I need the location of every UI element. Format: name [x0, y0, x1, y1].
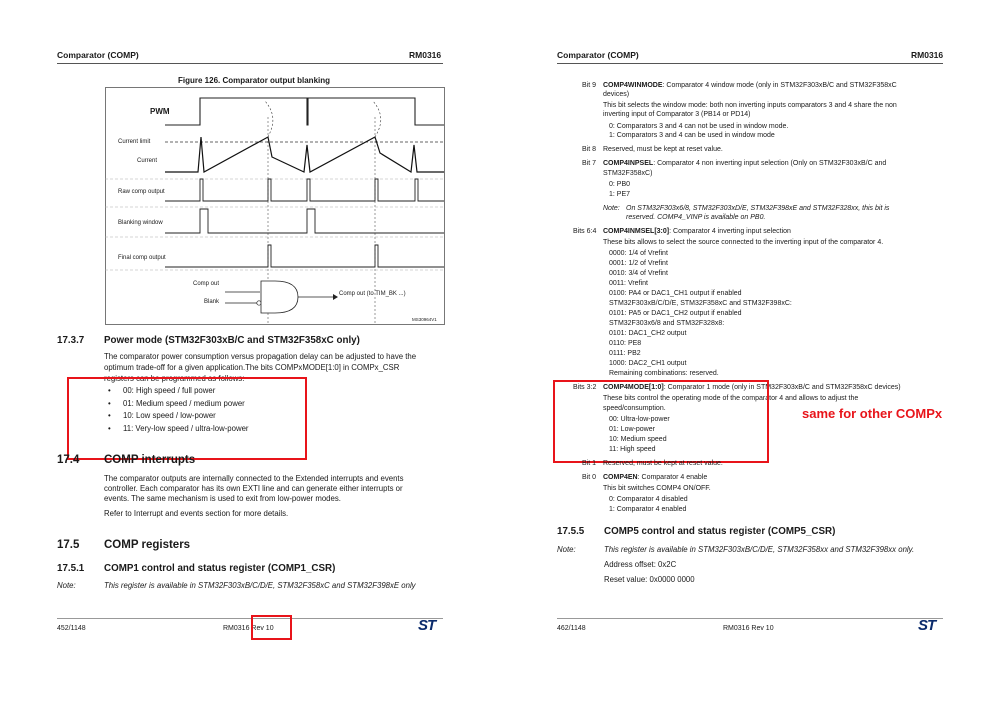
- reset-value: Reset value: 0x0000 0000: [604, 575, 695, 584]
- bit7-desc: : Comparator 4 non inverting input selection (Only on STM32F303xB/C and: [653, 160, 887, 167]
- bit0-option-0: 0: Comparator 4 disabled: [609, 496, 688, 503]
- section-175-title: COMP registers: [104, 539, 191, 551]
- bits64-option: 0101: PA5 or DAC1_CH2 output if enabled: [609, 310, 742, 317]
- left-header-docid: RM0316: [409, 50, 442, 60]
- bit0-label: Bit 0: [582, 474, 597, 481]
- bits64-name: COMP4INMSEL[3:0]: [603, 228, 670, 235]
- bits64-line-2: These bits allows to select the source connected to the inverting input of the comparator 4.: [603, 239, 884, 246]
- note-text: This register is available in STM32F303xB/C/D/E, STM32F358xx and STM32F398xx only.: [604, 545, 915, 554]
- bit8-text: Reserved, must be kept at reset value.: [603, 146, 723, 153]
- bit7-note-label: Note:: [603, 205, 620, 212]
- section-1737-text-1: The comparator power consumption versus propagation delay can be adjusted to have the: [104, 352, 417, 361]
- bullet-item: 00: High speed / full power: [123, 386, 216, 395]
- diagram-code: MS30964V1: [412, 317, 437, 322]
- right-footer-page: 462/1148: [557, 625, 586, 632]
- st-logo: ST: [418, 617, 436, 634]
- section-1755-title: COMP5 control and status register (COMP5_CSR): [604, 526, 836, 537]
- bit9-line-2: devices): [603, 91, 630, 98]
- section-1737-text-3: registers can be programmed as follows:: [104, 374, 245, 383]
- bit7-label: Bit 7: [582, 160, 597, 167]
- diagram-raw-label: Raw comp output: [118, 189, 165, 195]
- bits32-line-3: speed/consumption.: [603, 405, 666, 412]
- bit9-line-3: This bit selects the window mode: both non inverting inputs comparators 3 and 4 share the non: [603, 102, 897, 109]
- section-1737-text-2: optimum trade-off for a given application.The bits COMPxMODE[1:0] in COMPx_CSR: [104, 363, 400, 372]
- highlight-box-rev: [251, 615, 292, 640]
- bullet-mark: •: [108, 411, 111, 420]
- bits64-label: Bits 6:4: [573, 228, 597, 235]
- bit7-note-line-1: On STM32F303x6/8, STM32F303xD/E, STM32F398xE and STM32F328xx, this bit is: [626, 205, 890, 212]
- right-page: [500, 0, 999, 707]
- left-footer-rev: RM0316 Rev 10: [223, 625, 274, 632]
- right-footer-rev: RM0316 Rev 10: [723, 625, 774, 632]
- bit7-note-line-2: reserved. COMP4_VINP is available on PB0.: [626, 214, 766, 221]
- left-footer-rule: [57, 618, 443, 619]
- right-header-docid: RM0316: [911, 50, 944, 60]
- section-174-text-3: events. The same mechanism is used to exit from low-power modes.: [104, 494, 341, 503]
- bits64-option: STM32F303x6/8 and STM32F328x8:: [609, 320, 725, 327]
- left-page: [0, 0, 499, 707]
- blanking-diagram: [105, 87, 445, 325]
- highlight-box-comp4mode: [553, 380, 769, 463]
- bits64-option: STM32F303xB/C/D/E, STM32F358xC and STM32F398xC:: [609, 300, 792, 307]
- diagram-comp-out-label: Comp out: [193, 281, 220, 287]
- bit0-desc: : Comparator 4 enable: [637, 474, 708, 481]
- bit8-label: Bit 8: [582, 146, 597, 153]
- bits32-option: 11: High speed: [609, 446, 656, 453]
- bits32-desc: : Comparator 1 mode (only in STM32F303xB/C and STM32F358xC devices): [663, 384, 901, 391]
- bit9-name: COMP4WINMODE: [603, 82, 663, 89]
- bullet-item: 01: Medium speed / medium power: [123, 399, 245, 408]
- bit9-desc: : Comparator 4 window mode (only in STM32F303xB/C and STM32F358xC: [662, 82, 897, 89]
- section-174-text-2: controller. Each comparator has its own EXTI line and can generate either interrupts or: [104, 484, 403, 493]
- bits32-option: 01: Low-power: [609, 426, 655, 433]
- diagram-current-label: Current: [137, 158, 158, 164]
- bullet-item: 11: Very-low speed / ultra-low-power: [123, 424, 249, 433]
- st-logo: ST: [918, 617, 936, 634]
- bits64-option: 0000: 1/4 of Vrefint: [609, 250, 668, 257]
- bit7-option-0: 0: PB0: [609, 181, 631, 188]
- bit7-line-2: STM32F358xC): [603, 170, 653, 177]
- bit0-option-1: 1: Comparator 4 enabled: [609, 506, 687, 513]
- bit9-line-4: inverting input of Comparator 3 (PB14 or PD14): [603, 111, 751, 118]
- bits64-option: 0001: 1/2 of Vrefint: [609, 260, 668, 267]
- bits64-option: 0110: PE8: [609, 340, 642, 347]
- bits64-option: Remaining combinations: reserved.: [609, 370, 719, 377]
- diagram-final-label: Final comp output: [118, 255, 166, 261]
- bit1-label: Bit 1: [582, 460, 597, 467]
- bits32-option: 00: Ultra-low-power: [609, 416, 670, 423]
- bits32-line-2: These bits control the operating mode of the comparator 4 and allows to adjust the: [603, 395, 859, 402]
- bits64-desc: : Comparator 4 inverting input selection: [669, 228, 791, 235]
- bullet-item: 10: Low speed / low-power: [123, 411, 216, 420]
- bit7-name: COMP4INPSEL: [603, 160, 654, 167]
- bit9-option-1: 1: Comparators 3 and 4 can be used in window mode: [609, 132, 775, 139]
- bits32-label: Bits 3:2: [573, 384, 597, 391]
- figure-title: Figure 126. Comparator output blanking: [178, 76, 331, 85]
- bullet-mark: •: [108, 424, 111, 433]
- bits64-option: 0010: 3/4 of Vrefint: [609, 270, 668, 277]
- right-header-title: Comparator (COMP): [557, 50, 639, 60]
- diagram-blanking-label: Blanking window: [118, 220, 163, 226]
- bit0-name: COMP4EN: [603, 474, 638, 481]
- section-174-text-1: The comparator outputs are internally connected to the Extended interrupts and events: [104, 474, 404, 483]
- section-1737-title: Power mode (STM32F303xB/C and STM32F358xC only): [104, 335, 360, 346]
- address-offset: Address offset: 0x2C: [604, 560, 677, 569]
- bullet-mark: •: [108, 399, 111, 408]
- bit0-line-2: This bit switches COMP4 ON/OFF.: [603, 485, 711, 492]
- diagram-pwm-label: PWM: [150, 107, 170, 116]
- section-1737-number: 17.3.7: [57, 335, 85, 346]
- annotation-note: same for other COMPx: [802, 406, 943, 421]
- section-174-title: COMP interrupts: [104, 454, 196, 466]
- section-174-number: 17.4: [57, 454, 80, 466]
- bullet-mark: •: [108, 386, 111, 395]
- left-header-title: Comparator (COMP): [57, 50, 139, 60]
- left-footer-page: 452/1148: [57, 625, 86, 632]
- section-1751-number: 17.5.1: [57, 563, 85, 574]
- bit9-label: Bit 9: [582, 82, 597, 89]
- bit7-option-1: 1: PE7: [609, 191, 631, 198]
- bit1-text: Reserved, must be kept at reset value.: [603, 460, 723, 467]
- bits64-option: 1000: DAC2_CH1 output: [609, 360, 687, 367]
- section-1751-title: COMP1 control and status register (COMP1_CSR): [104, 563, 336, 574]
- diagram-current-limit-label: Current limit: [118, 139, 151, 145]
- note-text: This register is available in STM32F303xB/C/D/E, STM32F358xC and STM32F398xE only: [104, 581, 416, 590]
- left-header-rule: [57, 63, 443, 64]
- note-label: Note:: [57, 581, 76, 590]
- bits32-name: COMP4MODE[1:0]: [603, 384, 664, 391]
- note-label: Note:: [557, 545, 576, 554]
- section-174-text-4: Refer to Interrupt and events section for more details.: [104, 509, 289, 518]
- right-footer-rule: [557, 618, 943, 619]
- bits64-option: 0011: Vrefint: [609, 280, 648, 287]
- section-175-number: 17.5: [57, 539, 80, 551]
- diagram-blank-label: Blank: [204, 299, 220, 305]
- highlight-box-power-mode: [67, 377, 307, 460]
- section-1755-number: 17.5.5: [557, 526, 585, 537]
- right-header-rule: [557, 63, 943, 64]
- bits32-option: 10: Medium speed: [609, 436, 667, 443]
- bit9-option-0: 0: Comparators 3 and 4 can not be used in window mode.: [609, 123, 789, 130]
- bits64-option: 0101: DAC1_CH2 output: [609, 330, 687, 337]
- diagram-comp-out-tim-label: Comp out (to TIM_BK ...): [339, 291, 406, 297]
- bits64-option: 0111: PB2: [609, 350, 641, 357]
- bits64-option: 0100: PA4 or DAC1_CH1 output if enabled: [609, 290, 742, 297]
